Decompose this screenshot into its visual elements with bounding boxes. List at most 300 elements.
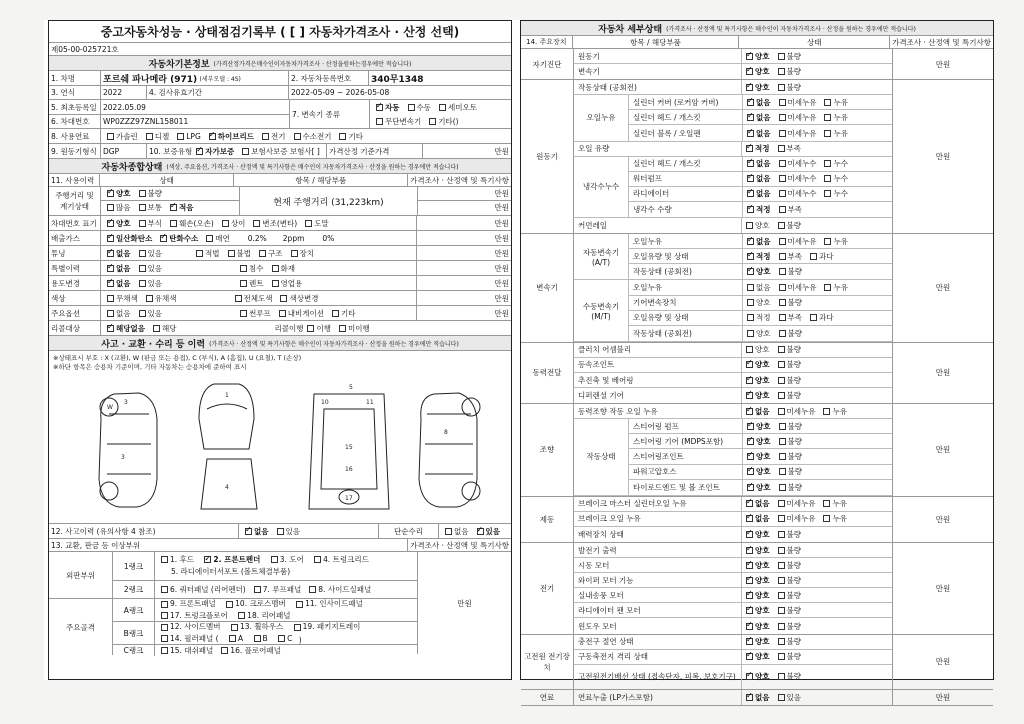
checkbox-insurer-warranty[interactable] [242, 148, 249, 155]
checkbox-mileage-low[interactable] [170, 204, 177, 211]
status-checkbox[interactable] [746, 53, 753, 60]
svg-text:3: 3 [121, 454, 125, 461]
status-options [742, 404, 892, 418]
checkbox-flood[interactable] [240, 265, 247, 272]
status-checkbox[interactable] [746, 607, 753, 614]
vin-number: WP0ZZZ97ZNL158011 [103, 117, 189, 126]
checkbox-floor-panel[interactable] [221, 647, 228, 654]
rank1-items: 1. 후드 ✓ 2. 프론트펜더 3. 도어 4. 트렁크리드 5. 라디에이터서포트 (볼트체결부품) [155, 552, 417, 580]
status-label: 부족 [787, 251, 802, 261]
label-options: 주요옵션 [49, 306, 101, 320]
detail-row [629, 296, 892, 311]
status-checkbox[interactable] [747, 468, 754, 475]
status-checkbox[interactable] [824, 238, 831, 245]
rankC-items: 15. 대쉬패널 16. 플로어패널 [155, 645, 417, 656]
checkbox-vin-corrode[interactable] [139, 220, 146, 227]
status-checkbox[interactable] [824, 99, 831, 106]
status-checkbox[interactable] [778, 547, 785, 554]
svg-text:15: 15 [345, 444, 353, 451]
checkbox-other[interactable] [429, 118, 436, 125]
status-checkbox[interactable] [747, 314, 754, 321]
status-checkbox[interactable] [779, 268, 786, 275]
checkbox-pillar-b[interactable] [254, 635, 261, 642]
status-checkbox[interactable] [747, 330, 754, 337]
status-label: 불량 [786, 621, 801, 631]
label-vin-mark: 차대번호 표기 [49, 216, 101, 230]
checkbox-vin-altered[interactable] [253, 220, 260, 227]
status-checkbox[interactable] [747, 438, 754, 445]
status-label: 없음 [755, 499, 770, 509]
status-options [742, 497, 892, 511]
vin-price-unit: 만원 [494, 218, 509, 228]
checkbox-pillar-a[interactable] [229, 635, 236, 642]
checkbox-co[interactable] [107, 235, 114, 242]
label-engine-type: 9. 원동기형식 [49, 144, 101, 158]
status-checkbox[interactable] [778, 531, 785, 538]
status-label: 불량 [786, 545, 801, 555]
basic-info-bar: 자동차기본정보 (가격산정가격은매수인이자동차가격조사 · 산정을원하는경우에만 적습니다) [49, 56, 511, 70]
status-checkbox[interactable] [747, 130, 754, 137]
checkbox-front-panel[interactable] [161, 601, 168, 608]
status-checkbox[interactable] [746, 84, 753, 91]
sub-category: 자동변속기 (A/T) [574, 234, 629, 279]
status-label: 불량 [787, 298, 802, 308]
section-category: 전기 [521, 543, 574, 634]
detail-row [629, 202, 892, 217]
checkbox-full-paint[interactable] [235, 295, 242, 302]
detail-item-name: 오일유량 및 상태 [629, 249, 743, 263]
checkbox-mileage-high[interactable] [107, 204, 114, 211]
status-checkbox[interactable] [778, 694, 785, 701]
status-checkbox[interactable] [778, 361, 785, 368]
checkbox-rent[interactable] [240, 280, 247, 287]
svg-text:3: 3 [124, 399, 128, 406]
status-checkbox[interactable] [779, 453, 786, 460]
current-mileage: 현재 주행거리 (31,223km) [240, 187, 418, 215]
status-options [743, 311, 892, 325]
head-item: 항목 / 해당부품 [234, 174, 408, 186]
status-label: 양호 [755, 590, 770, 600]
status-label: 불량 [786, 221, 801, 231]
section-price-unit: 만원 [935, 283, 951, 293]
checkbox-smoke[interactable] [206, 235, 213, 242]
status-options [743, 95, 892, 109]
checkbox-mileage-normal[interactable] [139, 204, 146, 211]
status-label: 적정 [756, 204, 771, 214]
detail-row [574, 527, 892, 542]
status-label: 양호 [756, 298, 771, 308]
status-checkbox[interactable] [779, 160, 786, 167]
status-label: 없음 [756, 112, 771, 122]
detail-row [629, 449, 892, 464]
status-label: 불량 [786, 375, 801, 385]
status-checkbox[interactable] [746, 638, 753, 645]
status-label: 없음 [756, 236, 771, 246]
label-simple-repair: 단순수리 [379, 524, 439, 538]
checkbox-history-yes[interactable] [139, 265, 146, 272]
status-checkbox[interactable] [778, 377, 785, 384]
status-checkbox[interactable] [779, 438, 786, 445]
checkbox-tuning-device[interactable] [291, 250, 298, 257]
detail-row [574, 588, 892, 603]
status-label: 누수 [833, 159, 848, 169]
checkbox-usage-none[interactable] [107, 280, 114, 287]
checkbox-vin-damaged[interactable] [170, 220, 177, 227]
checkbox-inside-panel[interactable] [296, 601, 303, 608]
status-checkbox[interactable] [778, 607, 785, 614]
status-checkbox[interactable] [746, 623, 753, 630]
status-checkbox[interactable] [746, 673, 753, 680]
checkbox-side-member[interactable] [161, 624, 168, 631]
status-label: 없음 [756, 97, 771, 107]
checkbox-front-fender[interactable] [204, 556, 211, 563]
label-accident-history: 12. 사고이력 (유의사항 4 참조) [49, 524, 239, 538]
checkbox-side-sill[interactable] [309, 586, 316, 593]
detail-item-name: 실린더 헤드 / 개스킷 [629, 157, 743, 171]
checkbox-quarter-panel[interactable] [161, 586, 168, 593]
status-label: 누유 [832, 499, 847, 509]
detail-item-name: 오일유량 및 상태 [629, 311, 743, 325]
status-checkbox[interactable] [747, 423, 754, 430]
status-label: 과다 [819, 313, 834, 323]
detail-row [574, 650, 892, 665]
status-checkbox[interactable] [779, 238, 786, 245]
status-checkbox[interactable] [778, 592, 785, 599]
status-options [742, 558, 892, 572]
status-label: 불량 [786, 575, 801, 585]
section-category: 고전원 전기장치 [521, 635, 574, 689]
status-checkbox[interactable] [810, 314, 817, 321]
detail-item-name: 발전기 출력 [574, 543, 742, 557]
svg-text:8: 8 [444, 429, 448, 436]
checkbox-business[interactable] [272, 280, 279, 287]
status-checkbox[interactable] [824, 160, 831, 167]
status-label: 부족 [786, 144, 801, 154]
status-checkbox[interactable] [746, 408, 753, 415]
status-checkbox[interactable] [824, 175, 831, 182]
checkbox-tuning-none[interactable] [107, 250, 114, 257]
status-checkbox[interactable] [824, 130, 831, 137]
status-checkbox[interactable] [746, 592, 753, 599]
detail-row [629, 187, 892, 202]
detail-item-name: 라디에이터 [629, 187, 743, 201]
checkbox-pillar-c[interactable] [278, 635, 285, 642]
status-checkbox[interactable] [779, 284, 786, 291]
status-checkbox[interactable] [779, 206, 786, 213]
status-checkbox[interactable] [746, 500, 753, 507]
status-checkbox[interactable] [746, 68, 753, 75]
status-checkbox[interactable] [746, 515, 753, 522]
status-label: 없음 [756, 159, 771, 169]
detail-row [574, 64, 892, 79]
checkbox-semi-auto[interactable] [439, 104, 446, 111]
status-label: 불량 [787, 328, 802, 338]
status-checkbox[interactable] [747, 299, 754, 306]
status-checkbox[interactable] [779, 468, 786, 475]
section-category: 자기진단 [521, 49, 574, 79]
status-options [742, 618, 892, 633]
status-checkbox[interactable] [747, 253, 754, 260]
status-checkbox[interactable] [779, 423, 786, 430]
checkbox-navigation[interactable] [279, 310, 286, 317]
checkbox-electric[interactable] [262, 133, 269, 140]
checkbox-trunk-floor[interactable] [161, 612, 168, 619]
status-checkbox[interactable] [778, 392, 785, 399]
checkbox-achromatic[interactable] [107, 295, 114, 302]
status-checkbox[interactable] [779, 190, 786, 197]
status-checkbox[interactable] [746, 222, 753, 229]
detail-row [629, 311, 892, 326]
status-checkbox[interactable] [746, 562, 753, 569]
car-name: 포르쉐 파나메라 (971) (세부모델 : 4S) [101, 71, 289, 85]
detail-row [574, 603, 892, 618]
checkbox-meter-good[interactable] [107, 190, 114, 197]
status-label: 없음 [755, 692, 770, 702]
status-label: 미세누유 [786, 499, 816, 509]
status-label: 누유 [833, 128, 848, 138]
checkbox-chromatic[interactable] [146, 295, 153, 302]
status-checkbox[interactable] [747, 99, 754, 106]
checkbox-cvt[interactable] [376, 118, 383, 125]
checkbox-diesel[interactable] [146, 133, 153, 140]
label-fuel: 8. 사용연료 [49, 129, 101, 143]
right-panel [520, 20, 994, 702]
status-checkbox[interactable] [747, 284, 754, 291]
sub-category: 작동상태 [574, 419, 629, 494]
status-checkbox[interactable] [779, 175, 786, 182]
label-recall: 리콜대상 [49, 321, 101, 335]
status-checkbox[interactable] [778, 145, 785, 152]
status-checkbox[interactable] [747, 238, 754, 245]
checkbox-fire[interactable] [272, 265, 279, 272]
status-checkbox[interactable] [747, 190, 754, 197]
warranty-options: 10. 보증유형 ✓ 자가보증 보험사보증 보험사[ ] [147, 144, 327, 158]
checkbox-tuning-structure[interactable] [259, 250, 266, 257]
status-checkbox[interactable] [747, 175, 754, 182]
status-checkbox[interactable] [778, 346, 785, 353]
checkbox-hybrid[interactable] [209, 133, 216, 140]
status-label: 불량 [786, 51, 801, 61]
status-checkbox[interactable] [778, 53, 785, 60]
main-options: 없음 있음 썬루프 내비게이션 기타 [101, 306, 417, 320]
checkbox-history-none[interactable] [107, 265, 114, 272]
status-label: 불량 [786, 82, 801, 92]
checkbox-recall-none[interactable] [107, 325, 114, 332]
status-checkbox[interactable] [778, 562, 785, 569]
checkbox-sunroof[interactable] [240, 310, 247, 317]
status-label: 미세누유 [786, 406, 816, 416]
section-category: 조향 [521, 404, 574, 496]
status-checkbox[interactable] [810, 253, 817, 260]
status-checkbox[interactable] [824, 114, 831, 121]
status-checkbox[interactable] [747, 268, 754, 275]
color-options: 무채색 유채색 전체도색 색상변경 [101, 291, 417, 305]
section-category: 연료 [521, 690, 574, 705]
checkbox-gasoline[interactable] [107, 133, 114, 140]
section-price-unit: 만원 [935, 59, 951, 69]
status-checkbox[interactable] [746, 653, 753, 660]
checkbox-accident-yes[interactable] [277, 528, 284, 535]
status-options [743, 187, 892, 201]
status-checkbox[interactable] [779, 114, 786, 121]
section-price-unit: 만원 [935, 368, 951, 378]
checkbox-recall-yes[interactable] [153, 325, 160, 332]
checkbox-wheel-house[interactable] [231, 624, 238, 631]
status-checkbox[interactable] [823, 515, 830, 522]
checkbox-door[interactable] [271, 556, 278, 563]
checkbox-auto[interactable] [376, 104, 383, 111]
checkbox-hydrogen[interactable] [294, 133, 301, 140]
status-checkbox[interactable] [746, 361, 753, 368]
status-options [742, 543, 892, 557]
status-checkbox[interactable] [778, 500, 785, 507]
status-options [743, 125, 892, 140]
status-checkbox[interactable] [746, 547, 753, 554]
status-checkbox[interactable] [746, 531, 753, 538]
detail-item-name: 라디에이터 팬 모터 [574, 603, 742, 617]
status-checkbox[interactable] [746, 145, 753, 152]
checkbox-meter-bad[interactable] [139, 190, 146, 197]
detail-row [629, 234, 892, 249]
accident-bar: 사고 · 교환 · 수리 등 이력 (가격조사 · 산정액 및 특기사항은 매수인이 자동차가격조사 · 산정을 원하는 경우에만 적습니다) [49, 336, 511, 350]
checkbox-fuel-other[interactable] [339, 133, 346, 140]
checkbox-vin-diff[interactable] [222, 220, 229, 227]
detail-item-name: 실린더 커버 (로커암 커버) [629, 95, 743, 109]
status-checkbox[interactable] [778, 68, 785, 75]
detail-row [629, 480, 892, 495]
status-checkbox[interactable] [746, 392, 753, 399]
label-emission: 배출가스 [49, 231, 101, 245]
checkbox-self-warranty[interactable] [196, 148, 203, 155]
status-label: 누수 [833, 174, 848, 184]
detail-item-name: 오일누유 [629, 280, 743, 294]
detail-row [574, 80, 892, 95]
status-checkbox[interactable] [747, 453, 754, 460]
detail-row [629, 157, 892, 172]
checkbox-option-other[interactable] [332, 310, 339, 317]
label-rank2: 2랭크 [113, 581, 155, 598]
status-checkbox[interactable] [779, 299, 786, 306]
checkbox-tuning-legal[interactable] [196, 250, 203, 257]
status-checkbox[interactable] [747, 160, 754, 167]
checkbox-rear-panel[interactable] [238, 612, 245, 619]
checkbox-tuning-illegal[interactable] [228, 250, 235, 257]
status-checkbox[interactable] [747, 114, 754, 121]
status-checkbox[interactable] [778, 638, 785, 645]
status-checkbox[interactable] [746, 346, 753, 353]
section-category: 제동 [521, 497, 574, 542]
status-label: 미세누유 [787, 282, 817, 292]
checkbox-repair-yes[interactable] [477, 528, 484, 535]
status-checkbox[interactable] [746, 377, 753, 384]
checkbox-option-none[interactable] [107, 310, 114, 317]
checkbox-repair-none[interactable] [445, 528, 452, 535]
checkbox-manual[interactable] [408, 104, 415, 111]
recall-options: ✓ 해당없음 해당 리콜이행 이행 미이행 [101, 321, 511, 335]
checkbox-vin-painted[interactable] [305, 220, 312, 227]
status-checkbox[interactable] [823, 500, 830, 507]
checkbox-cross-member[interactable] [226, 601, 233, 608]
checkbox-vin-good[interactable] [107, 220, 114, 227]
status-checkbox[interactable] [778, 623, 785, 630]
status-checkbox[interactable] [823, 408, 830, 415]
status-label: 양호 [756, 421, 771, 431]
status-checkbox[interactable] [778, 222, 785, 229]
status-checkbox[interactable] [779, 99, 786, 106]
status-checkbox[interactable] [778, 515, 785, 522]
detail-row [629, 110, 892, 125]
status-checkbox[interactable] [746, 577, 753, 584]
status-checkbox[interactable] [778, 84, 785, 91]
head-detail-status: 상태 [739, 36, 890, 48]
status-checkbox[interactable] [778, 653, 785, 660]
checkbox-color-change[interactable] [280, 295, 287, 302]
status-checkbox[interactable] [779, 484, 786, 491]
status-checkbox[interactable] [746, 694, 753, 701]
checkbox-hood[interactable] [161, 556, 168, 563]
checkbox-roof-panel[interactable] [254, 586, 261, 593]
detail-row [629, 419, 892, 434]
status-checkbox[interactable] [824, 190, 831, 197]
status-options [743, 465, 892, 479]
checkbox-recall-not-done[interactable] [339, 325, 346, 332]
status-label: 양호 [756, 467, 771, 477]
checkbox-dash-panel[interactable] [161, 647, 168, 654]
status-checkbox[interactable] [779, 330, 786, 337]
status-checkbox[interactable] [778, 577, 785, 584]
status-options [743, 249, 892, 263]
status-label: 불량 [787, 467, 802, 477]
head-usage: 11. 사용이력 [49, 174, 100, 186]
status-options [743, 202, 892, 217]
status-label: 불량 [786, 391, 801, 401]
status-checkbox[interactable] [747, 206, 754, 213]
checkbox-tuning-yes[interactable] [139, 250, 146, 257]
status-checkbox[interactable] [778, 673, 785, 680]
detail-item-name: 디퍼렌셜 기어 [574, 388, 742, 403]
checkbox-lpg[interactable] [177, 133, 184, 140]
checkbox-recall-done[interactable] [307, 325, 314, 332]
reg-no: 340무1348 [371, 74, 424, 85]
status-checkbox[interactable] [747, 484, 754, 491]
base-price-unit: 만원 [494, 146, 509, 156]
status-checkbox[interactable] [779, 130, 786, 137]
checkbox-hc[interactable] [160, 235, 167, 242]
checkbox-accident-none[interactable] [245, 528, 252, 535]
detail-item-name: 와이퍼 모터 기능 [574, 573, 742, 587]
color-price-unit: 만원 [494, 293, 509, 303]
checkbox-option-yes[interactable] [139, 310, 146, 317]
checkbox-usage-yes[interactable] [139, 280, 146, 287]
detail-section [521, 635, 993, 690]
status-label: 양호 [755, 51, 770, 61]
head-exchange-price: 가격조사 · 산정액 및 특기사항 [410, 540, 509, 550]
checkbox-package-tray[interactable] [294, 624, 301, 631]
status-checkbox[interactable] [779, 253, 786, 260]
usage-price-unit: 만원 [494, 278, 509, 288]
checkbox-pillar-panel[interactable] [161, 635, 168, 642]
status-checkbox[interactable] [824, 284, 831, 291]
checkbox-trunk-lid[interactable] [314, 556, 321, 563]
status-checkbox[interactable] [779, 314, 786, 321]
emission-options: ✓ 일산화탄소 ✓ 탄화수소 매연 0.2% 2ppm 0% [101, 231, 417, 245]
svg-text:11: 11 [366, 399, 374, 406]
section-price-unit: 만원 [935, 583, 951, 593]
detail-item-name: 워터펌프 [629, 172, 743, 186]
detail-row [574, 218, 892, 233]
status-label: 없음 [756, 189, 771, 199]
status-checkbox[interactable] [778, 408, 785, 415]
